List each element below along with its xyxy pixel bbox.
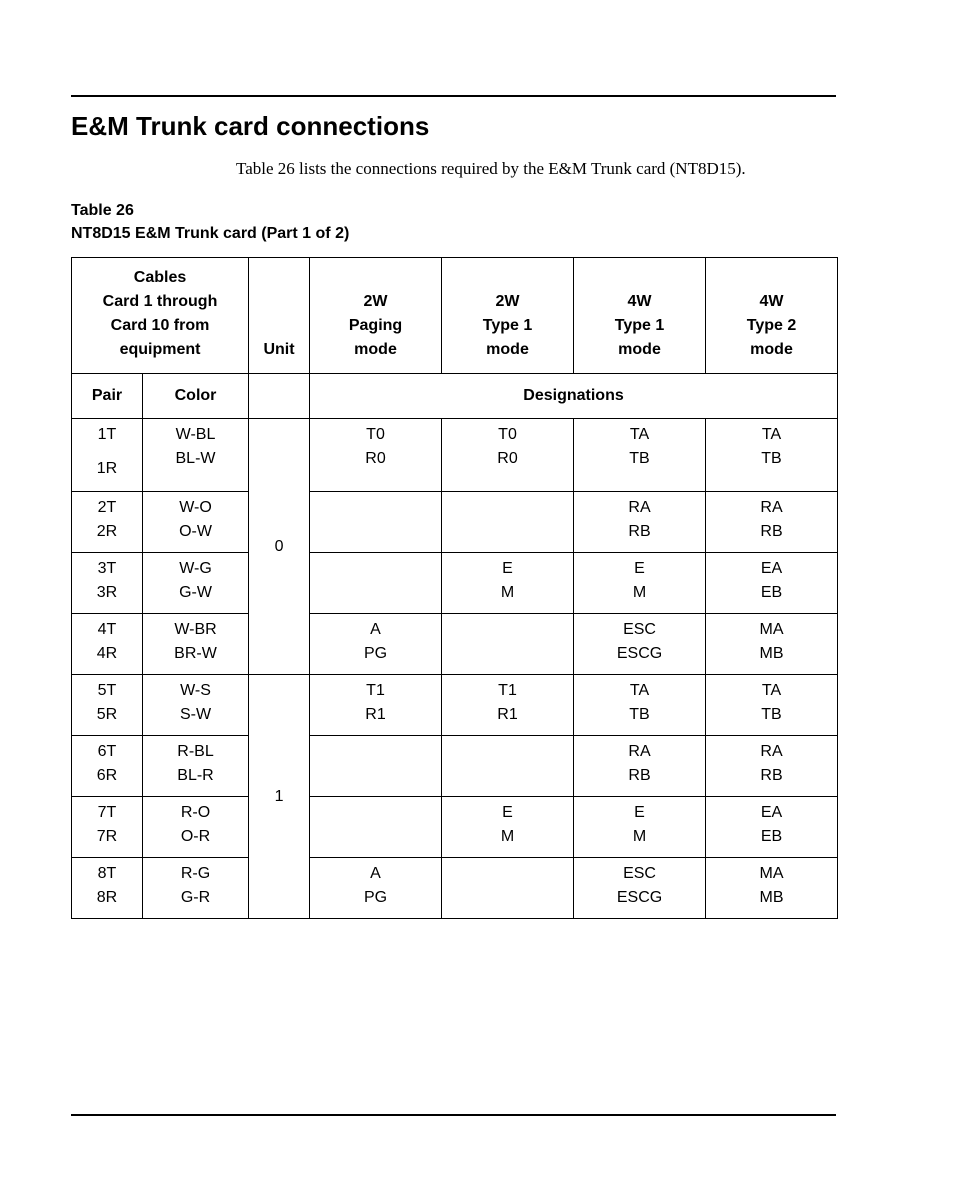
page-title: E&M Trunk card connections [71, 111, 430, 141]
header-row [72, 258, 838, 374]
pair-cell: 4T 4R [72, 614, 143, 675]
color-cell: W-BR BR-W [143, 614, 249, 675]
type1-4w-cell: TA TB [574, 419, 706, 492]
color-cell: W-BL BL-W [143, 419, 249, 492]
pair-cell: 1T 1R [72, 419, 143, 492]
type1-2w-cell [442, 736, 574, 797]
type1-2w-cell: E M [442, 797, 574, 858]
type2-4w-cell: MA MB [706, 858, 838, 919]
pair-cell: 2T 2R [72, 492, 143, 553]
color-cell: W-S S-W [143, 675, 249, 736]
type2-4w-cell: EA EB [706, 553, 838, 614]
paging-cell: A PG [310, 614, 442, 675]
bottom-rule [71, 1114, 836, 1116]
subheader-unit-blank [249, 374, 310, 419]
table-caption [71, 199, 349, 245]
table-row [72, 419, 838, 492]
type1-4w-cell: E M [574, 553, 706, 614]
type2-4w-cell: MA MB [706, 614, 838, 675]
header-unit: Unit [249, 258, 310, 374]
connections-table [71, 257, 838, 919]
type2-4w-cell: RA RB [706, 492, 838, 553]
color-cell: R-BL BL-R [143, 736, 249, 797]
table-row [72, 797, 838, 858]
type2-4w-cell: EA EB [706, 797, 838, 858]
table-row [72, 614, 838, 675]
type1-4w-cell: RA RB [574, 736, 706, 797]
unit-cell: 1 [249, 675, 310, 919]
table-row [72, 858, 838, 919]
type1-2w-cell [442, 858, 574, 919]
type2-4w-cell: RA RB [706, 736, 838, 797]
type1-4w-cell: ESC ESCG [574, 614, 706, 675]
paging-cell: T1 R1 [310, 675, 442, 736]
type1-2w-cell [442, 492, 574, 553]
unit-cell: 0 [249, 419, 310, 675]
type1-2w-cell: E M [442, 553, 574, 614]
header-4w-type2: 4W Type 2 mode [706, 258, 838, 374]
table-row [72, 675, 838, 736]
color-cell: W-O O-W [143, 492, 249, 553]
color-cell: W-G G-W [143, 553, 249, 614]
paging-cell [310, 553, 442, 614]
top-rule [71, 95, 836, 97]
color-cell: R-G G-R [143, 858, 249, 919]
table-row [72, 492, 838, 553]
table-number: Table 26 [71, 202, 134, 219]
type1-2w-cell [442, 614, 574, 675]
intro-paragraph: Table 26 lists the connections required by the E&M Trunk card (NT8D15). [236, 159, 746, 178]
type1-2w-cell: T1 R1 [442, 675, 574, 736]
subheader-row [72, 374, 838, 419]
table-name: NT8D15 E&M Trunk card (Part 1 of 2) [71, 225, 350, 242]
header-2w-paging: 2W Paging mode [310, 258, 442, 374]
type1-2w-cell: T0 R0 [442, 419, 574, 492]
type2-4w-cell: TA TB [706, 675, 838, 736]
table-row [72, 736, 838, 797]
type1-4w-cell: E M [574, 797, 706, 858]
pair-cell: 6T 6R [72, 736, 143, 797]
type2-4w-cell: TA TB [706, 419, 838, 492]
type1-4w-cell: ESC ESCG [574, 858, 706, 919]
paging-cell: A PG [310, 858, 442, 919]
header-cables: Cables Card 1 through Card 10 from equipment [72, 258, 249, 374]
type1-4w-cell: RA RB [574, 492, 706, 553]
paging-cell [310, 736, 442, 797]
color-cell: R-O O-R [143, 797, 249, 858]
type1-4w-cell: TA TB [574, 675, 706, 736]
pair-cell: 7T 7R [72, 797, 143, 858]
table-row [72, 553, 838, 614]
paging-cell: T0 R0 [310, 419, 442, 492]
pair-cell: 8T 8R [72, 858, 143, 919]
paging-cell [310, 797, 442, 858]
header-2w-type1: 2W Type 1 mode [442, 258, 574, 374]
pair-cell: 5T 5R [72, 675, 143, 736]
subheader-color: Color [143, 374, 249, 419]
subheader-pair: Pair [72, 374, 143, 419]
subheader-designations: Designations [310, 374, 838, 419]
paging-cell [310, 492, 442, 553]
pair-cell: 3T 3R [72, 553, 143, 614]
header-4w-type1: 4W Type 1 mode [574, 258, 706, 374]
